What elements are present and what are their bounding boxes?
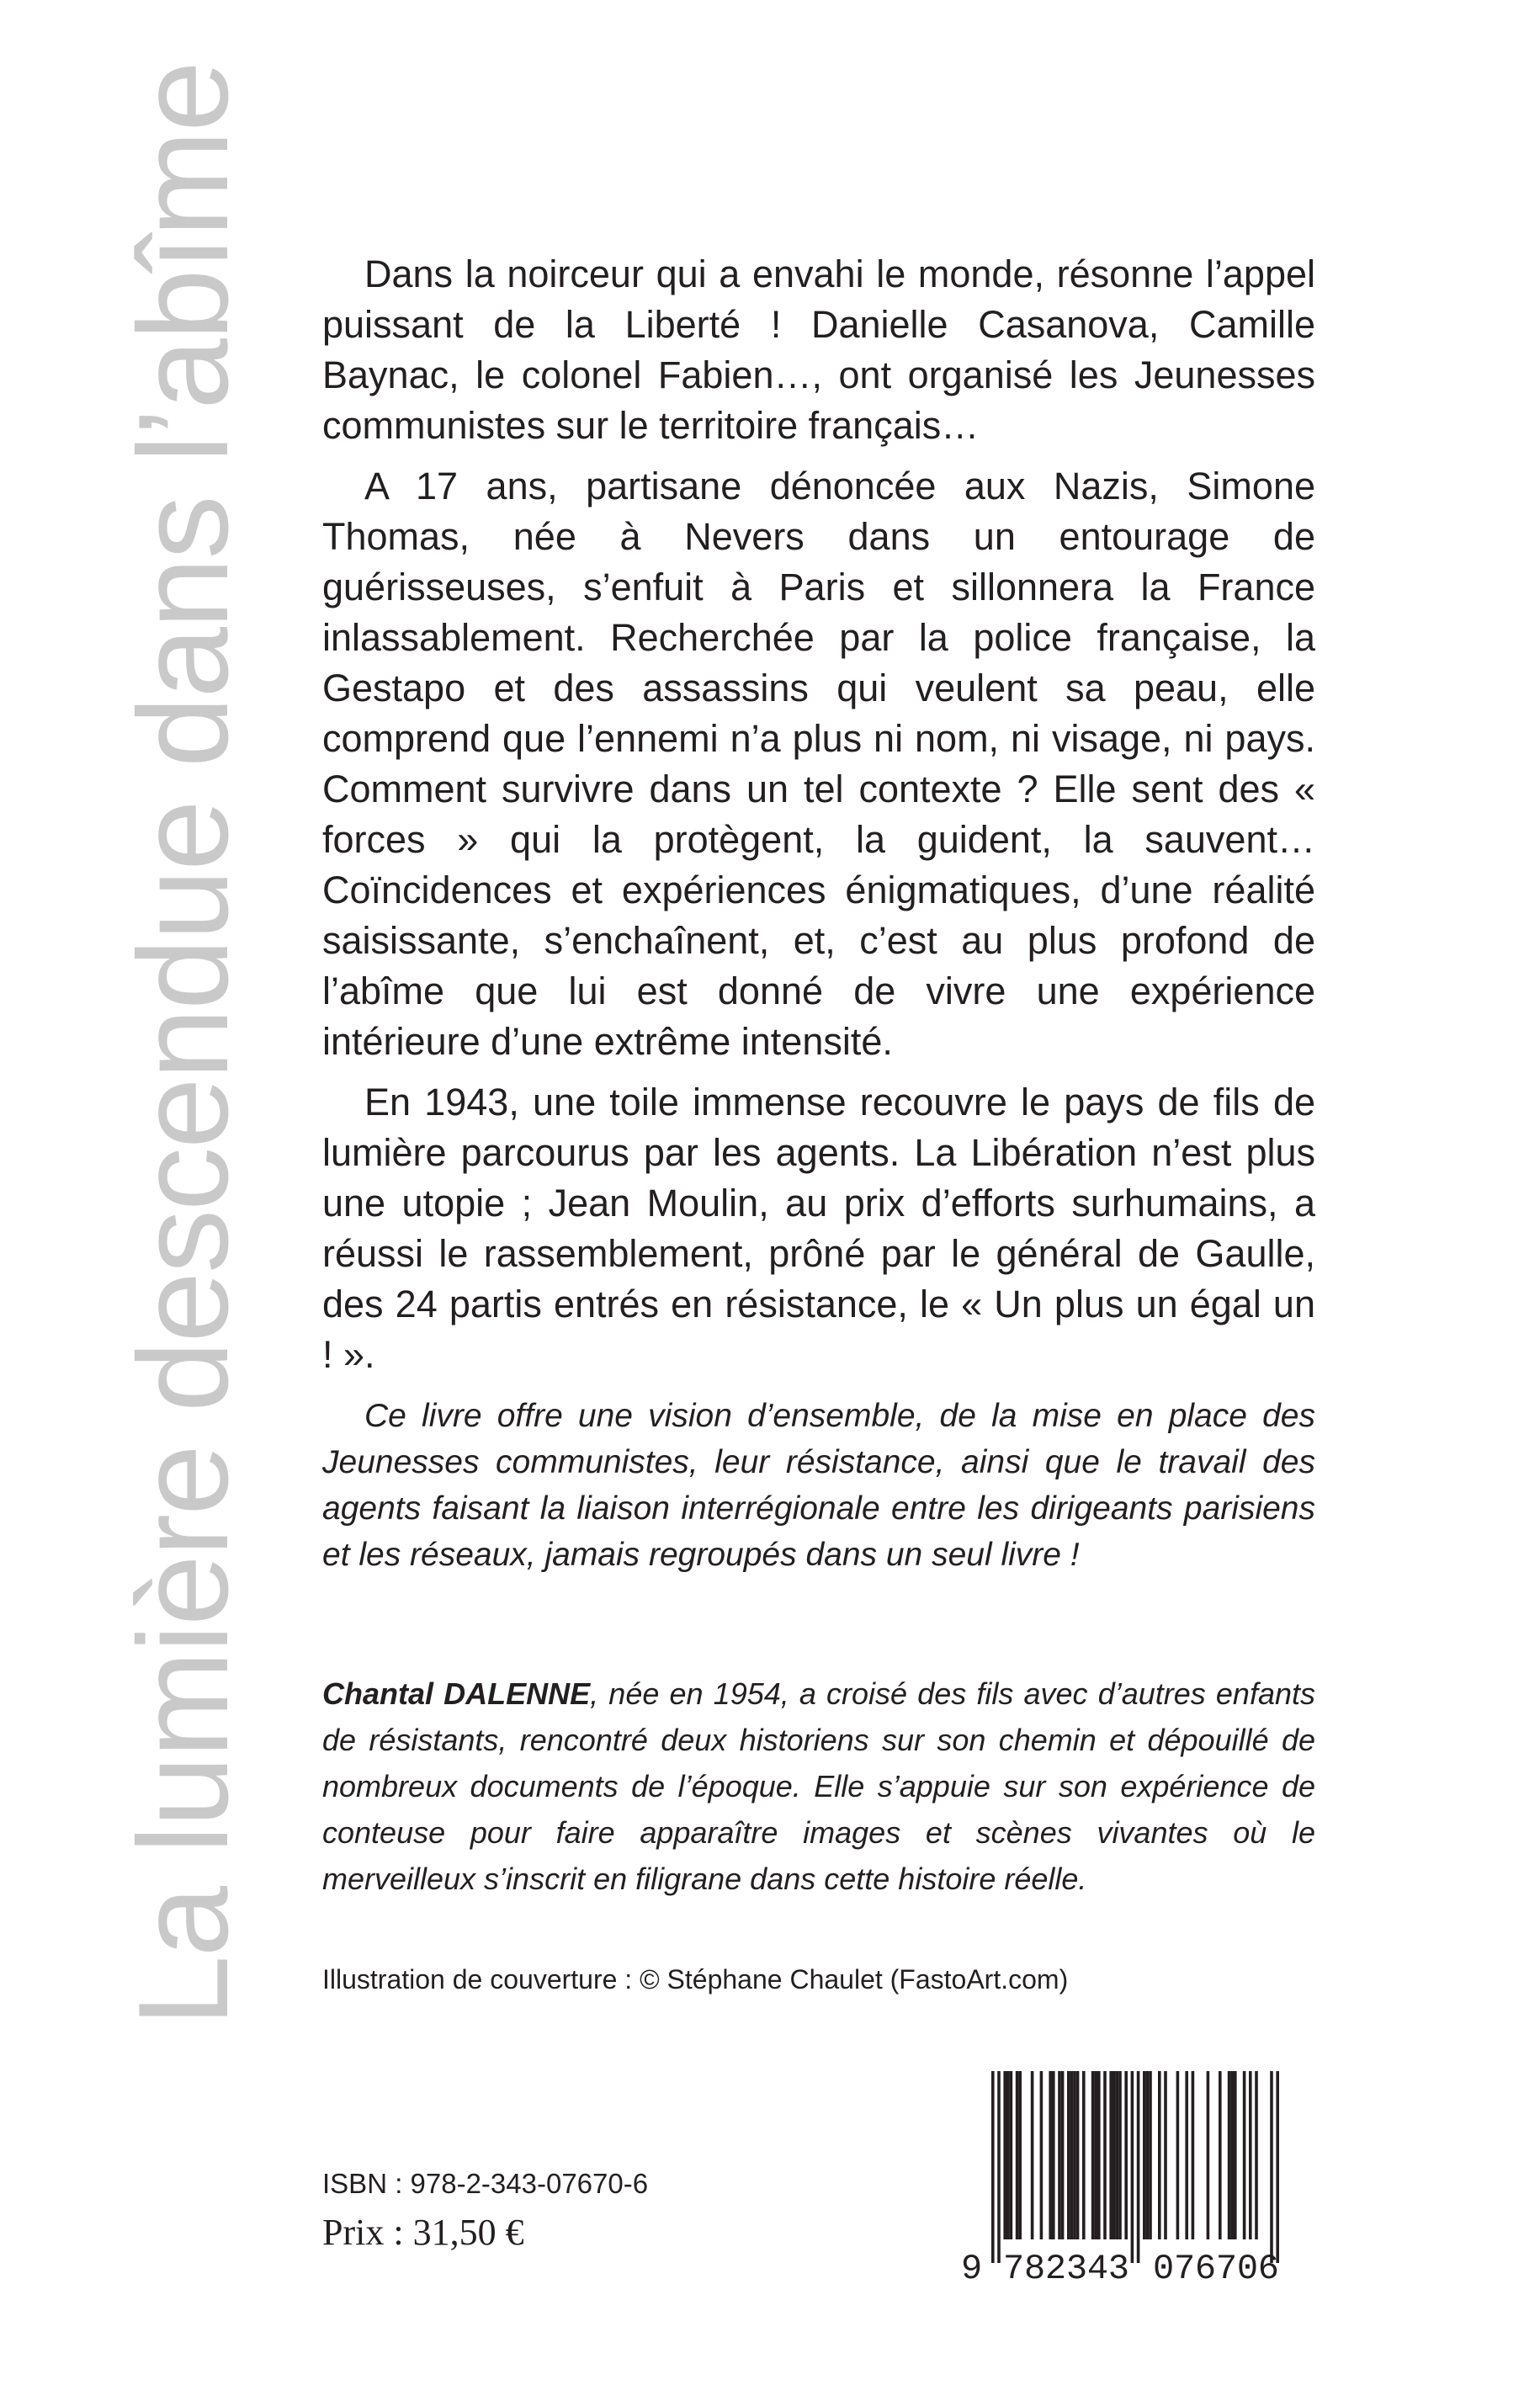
barcode-bar <box>1052 2071 1055 2239</box>
barcode-bar <box>1176 2071 1180 2239</box>
barcode-bar <box>1097 2071 1101 2239</box>
barcode-digits-left: 782343 <box>1003 2249 1129 2285</box>
barcode-guard-bar <box>1137 2071 1140 2263</box>
barcode-guard-bar <box>997 2071 1001 2263</box>
book-blurb <box>322 1393 1315 1578</box>
barcode-bar <box>1091 2071 1095 2239</box>
barcode-bar <box>1149 2071 1152 2239</box>
blurb-text: Ce livre offre une vision d’ensemble, de la mise en place des Jeunesses communistes, leur résistance, ainsi que le travail des agents faisant la liaison interrégionale entre les dirigeants parisiens et les réseaux, jamais regroupés dans un seul livre ! <box>322 1398 1315 1573</box>
author-bio <box>322 1671 1315 1902</box>
barcode-bar <box>1192 2071 1195 2239</box>
barcode-bar <box>1082 2071 1086 2239</box>
summary-paragraph: A 17 ans, partisane dénoncée aux Nazis, Simone Thomas, née à Nevers dans un entourage de guérisseuses, s’enfuit à Paris et sillonnera la France inlassablement. Recherchée par la police française, la Gestapo et des assassins qui veulent sa peau, elle comprend que l’ennemi n’a plus ni nom, ni visage, ni pays. Comment survivre dans un tel contexte ? Elle sent des « forces » qui la protègent, la guident, la sauvent… Coïncidences et expériences énigmatiques, d’une réalité saisissante, s’enchaînent, et, c’est au plus profond de l’abîme que lui est donné de vivre une expérience intérieure d’une extrême intensité. <box>322 465 1315 1063</box>
barcode-bar <box>1118 2071 1122 2239</box>
summary-paragraph: En 1943, une toile immense recouvre le pays de fils de lumière parcourus par les agents. La Libération n’est plus une utopie ; Jean Moulin, au prix d’efforts surhumains, a réussi le rassemblement, prôné par le général de Gaulle, des 24 partis entrés en résistance, le « Un plus un égal un ! ». <box>322 1081 1315 1376</box>
barcode-bars <box>991 2071 1279 2263</box>
barcode-bar <box>1058 2071 1061 2239</box>
isbn-number: ISBN : 978-2-343-07670-6 <box>322 2168 649 2199</box>
barcode-bar <box>1003 2071 1006 2239</box>
barcode-bar <box>1243 2071 1246 2239</box>
summary-paragraph: Dans la noirceur qui a envahi le monde, résonne l’appel puissant de la Liberté ! Danielle Casanova, Camille Baynac, le colonel Fabien…, ont organisé les Jeunesses communistes sur le territoire français… <box>322 252 1315 447</box>
vertical-book-title: La lumière descendue dans l’abîme <box>112 62 255 2026</box>
barcode-bar <box>1006 2071 1010 2239</box>
barcode-bar <box>1070 2071 1074 2239</box>
barcode-bar <box>1228 2071 1231 2239</box>
barcode-bar <box>1113 2071 1116 2239</box>
barcode-bar <box>1073 2071 1076 2239</box>
barcode-bar <box>1116 2071 1119 2239</box>
barcode-bar <box>1049 2071 1052 2239</box>
barcode-guard-bar <box>1131 2071 1134 2263</box>
barcode-bar <box>1219 2071 1222 2239</box>
barcode-bar <box>1076 2071 1080 2239</box>
barcode-bar <box>1094 2071 1097 2239</box>
barcode-digits-right: 076706 <box>1153 2249 1279 2285</box>
barcode-bar <box>1040 2071 1043 2239</box>
barcode-bar <box>1146 2071 1150 2239</box>
barcode-guard-bar <box>1270 2071 1273 2263</box>
barcode-bar <box>1255 2071 1258 2239</box>
price-label: Prix : 31,50 € <box>322 2212 524 2253</box>
barcode-bar <box>1143 2071 1146 2239</box>
barcode-bar <box>1164 2071 1167 2239</box>
barcode-guard-bar <box>1276 2071 1279 2263</box>
barcode-digit-first: 9 <box>961 2249 983 2285</box>
cover-illustration-credit: Illustration de couverture : © Stéphane Chaulet (FastoArt.com) <box>322 1964 1069 1995</box>
barcode-bar <box>1103 2071 1107 2239</box>
barcode-bar <box>1018 2071 1022 2239</box>
ean-barcode <box>958 2066 1311 2285</box>
author-name: Chantal DALENNE <box>322 1676 591 1711</box>
barcode-bar <box>1234 2071 1237 2239</box>
barcode-bar <box>1230 2071 1234 2239</box>
barcode-guard-bar <box>991 2071 995 2263</box>
barcode-bar <box>1207 2071 1210 2239</box>
barcode-bar <box>1067 2071 1070 2239</box>
barcode-bar <box>1249 2071 1252 2239</box>
barcode-bar <box>1016 2071 1019 2239</box>
barcode-bar <box>1185 2071 1188 2239</box>
barcode-bar <box>1158 2071 1161 2239</box>
author-bio-text: , née en 1954, a croisé des fils avec d’autres enfants de résistants, rencontré deux historiens sur son chemin et dépouillé de nombreux documents de l’époque. Elle s’appuie sur son expérience de conteuse pour faire apparaître images et scènes vivantes où le merveilleux s’inscrit en filigrane dans cette histoire réelle. <box>322 1676 1315 1896</box>
barcode-bar <box>1031 2071 1034 2239</box>
barcode-bar <box>1061 2071 1065 2239</box>
barcode-bar <box>1109 2071 1113 2239</box>
barcode-bar <box>1010 2071 1013 2239</box>
barcode-bar <box>1124 2071 1128 2239</box>
back-cover-summary <box>322 249 1315 1390</box>
